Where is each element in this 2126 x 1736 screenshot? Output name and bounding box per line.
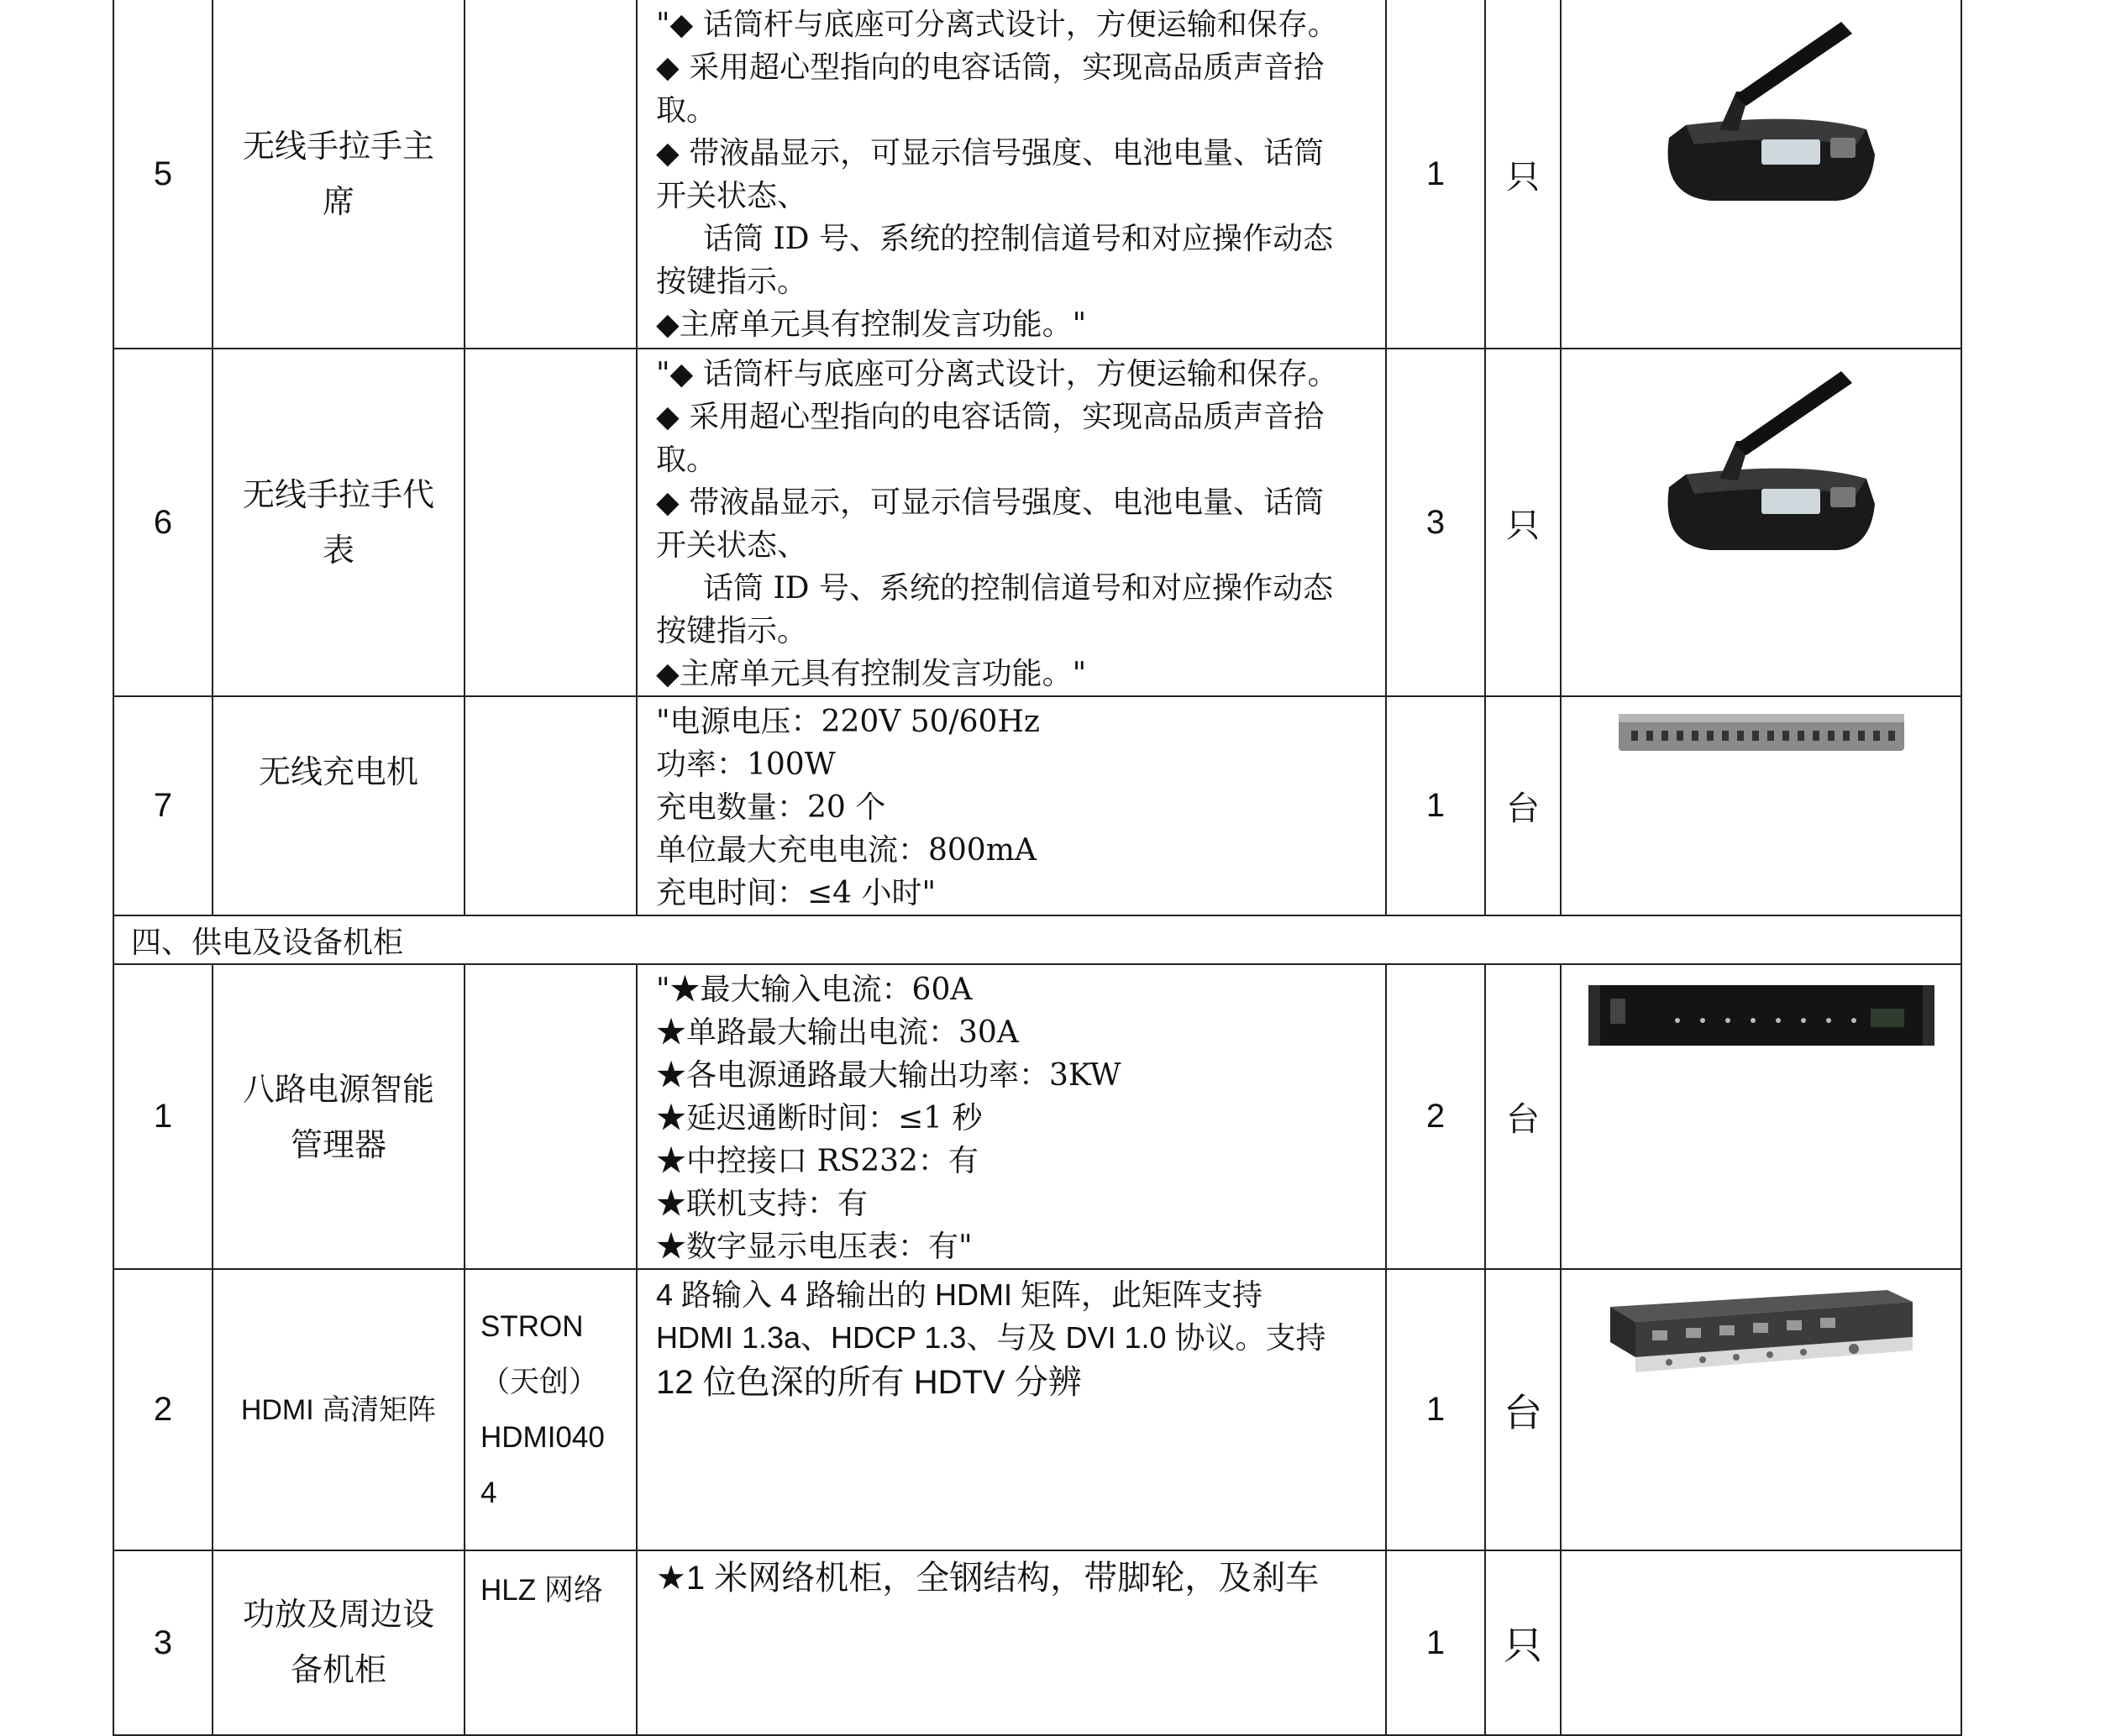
item-number: 3 — [113, 1550, 213, 1735]
item-description: "电源电压：220V 50/60Hz 功率：100W 充电数量：20 个 单位最大充电电流：800mA 充电时间：≤4 小时" — [637, 696, 1386, 915]
item-number: 2 — [113, 1269, 213, 1550]
item-quantity: 1 — [1386, 696, 1485, 915]
item-description: "★最大输入电流：60A ★单路最大输出电流：30A ★各电源通路最大输出功率：3KW ★延迟通断时间：≤1 秒 ★中控接口 RS232：有 ★联机支持：有 ★数字显示电压表：有" — [637, 964, 1386, 1269]
item-image — [1561, 0, 1961, 349]
section-header-row — [113, 915, 1961, 964]
item-description: 4 路输入 4 路输出的 HDMI 矩阵，此矩阵支持 HDMI 1.3a、HDCP 1.3、与及 DVI 1.0 协议。支持 12 位色深的所有 HDTV 分辨 — [637, 1269, 1386, 1550]
item-image — [1561, 964, 1961, 1269]
conference-mic-icon — [1635, 12, 1887, 213]
wireless-charger-icon — [1614, 709, 1908, 759]
item-name: 无线充电机 — [213, 696, 465, 915]
item-model — [465, 0, 637, 349]
item-unit: 台 — [1485, 1269, 1561, 1550]
equipment-table — [113, 0, 1962, 1736]
item-description: "◆ 话筒杆与底座可分离式设计，方便运输和保存。 ◆ 采用超心型指向的电容话筒，实现高品质声音拾 取。 ◆ 带液晶显示，可显示信号强度、电池电量、话筒 开关状态、 话筒 ID 号、系统的控制信道号和对应操作动态 按键指示。 ◆主席单元具有控制发言功能。" — [637, 0, 1386, 349]
item-name: 八路电源智能 管理器 — [213, 964, 465, 1269]
item-number: 7 — [113, 696, 213, 915]
table-row — [113, 349, 1961, 696]
table-row — [113, 964, 1961, 1269]
item-unit: 台 — [1485, 696, 1561, 915]
item-unit: 只 — [1485, 349, 1561, 696]
item-image — [1561, 1269, 1961, 1550]
item-unit: 台 — [1485, 964, 1561, 1269]
item-description: "◆ 话筒杆与底座可分离式设计，方便运输和保存。 ◆ 采用超心型指向的电容话筒，实现高品质声音拾 取。 ◆ 带液晶显示，可显示信号强度、电池电量、话筒 开关状态、 话筒 ID 号、系统的控制信道号和对应操作动态 按键指示。 ◆主席单元具有控制发言功能。" — [637, 349, 1386, 696]
power-manager-icon — [1585, 977, 1938, 1061]
table-row — [113, 696, 1961, 915]
item-quantity: 1 — [1386, 1550, 1485, 1735]
table-row — [113, 1269, 1961, 1550]
table-row — [113, 0, 1961, 349]
item-name: 无线手拉手主 席 — [213, 0, 465, 349]
item-unit: 只 — [1485, 1550, 1561, 1735]
section-title: 四、供电及设备机柜 — [113, 915, 1961, 964]
item-name: 功放及周边设 备机柜 — [213, 1550, 465, 1735]
item-name: 无线手拉手代 表 — [213, 349, 465, 696]
item-quantity: 3 — [1386, 349, 1485, 696]
item-model: HLZ 网络 — [465, 1550, 637, 1735]
item-quantity: 1 — [1386, 1269, 1485, 1550]
item-unit: 只 — [1485, 0, 1561, 349]
item-quantity: 1 — [1386, 0, 1485, 349]
item-image — [1561, 1550, 1961, 1735]
item-number: 5 — [113, 0, 213, 349]
hdmi-matrix-icon — [1602, 1282, 1921, 1382]
item-model — [465, 349, 637, 696]
item-image — [1561, 696, 1961, 915]
item-name: HDMI 高清矩阵 — [213, 1269, 465, 1550]
item-quantity: 2 — [1386, 964, 1485, 1269]
item-image — [1561, 349, 1961, 696]
item-description: ★1 米网络机柜，全钢结构，带脚轮，及刹车 — [637, 1550, 1386, 1735]
item-number: 6 — [113, 349, 213, 696]
item-model — [465, 696, 637, 915]
conference-mic-icon — [1635, 361, 1887, 563]
item-model: STRON （天创） HDMI040 4 — [465, 1269, 637, 1550]
item-model — [465, 964, 637, 1269]
item-number: 1 — [113, 964, 213, 1269]
table-row — [113, 1550, 1961, 1735]
